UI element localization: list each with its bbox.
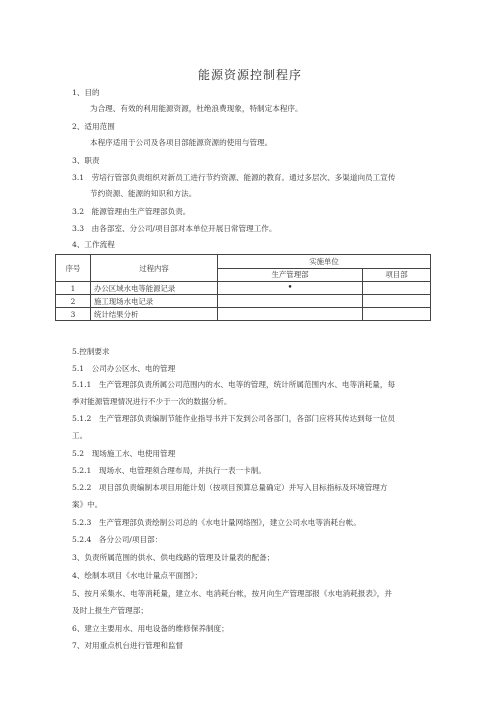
- item-3: 3、负责所属范围的供水、供电线路的管理及计量表的配备；: [72, 553, 275, 562]
- clause-5-2-4: 5.2.4 各分公司/项目部：: [72, 535, 163, 544]
- section-1-text: 为合理、有效的利用能源资源，杜绝浪费现象，特制定本程序。: [90, 104, 303, 113]
- item-6: 6、建立主要用水、用电设备的维修保养制度；: [72, 624, 229, 633]
- item-5-line2: 及时上报生产管理部；: [72, 606, 148, 615]
- row-dept-production: •: [218, 282, 363, 295]
- clause-5-1-2-line1: 5.1.2 生产管理部负责编制节能作业指导书并下发到公司各部门，各部门应将其传达到每一位员: [72, 414, 396, 423]
- row-dept-project: [363, 282, 431, 295]
- clause-5-1-1-line2: 季对能源管理情况进行不少于一次的数据分析。: [72, 397, 232, 406]
- row-content: 统计结果分析: [91, 308, 218, 321]
- document-title: 能源资源控制程序: [197, 68, 302, 82]
- clause-3-1-line1: 3.1 劳培行管部负责组织对新员工进行节约资源、能源的教育。通过多层次、多渠道向员工宣传: [72, 173, 396, 182]
- clause-3-1-line2: 节约资源、能源的知识和方法。: [90, 189, 197, 198]
- clause-5-2-3: 5.2.3 生产管理部负责绘制公司总的《水电计量网络图》，建立公司水电等消耗台帐。: [72, 518, 361, 527]
- clause-5-1-2-line2: 工。: [72, 431, 88, 440]
- section-1-heading: 1、目的: [72, 88, 100, 97]
- table-header-row: [56, 255, 431, 269]
- header-dept-production: 生产管理部: [218, 268, 363, 282]
- header-content: 过程内容: [91, 255, 218, 282]
- table-row: [56, 282, 431, 295]
- header-dept-project: 项目部: [363, 268, 431, 282]
- row-dept-project: [363, 308, 431, 321]
- workflow-table: [55, 254, 431, 321]
- item-7: 7、对用重点机台进行管理和监督: [72, 641, 184, 650]
- row-no: 1: [56, 282, 91, 295]
- header-no: 序号: [56, 255, 91, 282]
- row-dept-production: [218, 295, 363, 308]
- table-row: [56, 295, 431, 308]
- clause-3-2: 3.2 能源管理由生产管理部负责。: [72, 207, 191, 216]
- section-5-heading: 5.控制要求: [72, 347, 110, 356]
- row-dept-production: [218, 308, 363, 321]
- row-no: 2: [56, 295, 91, 308]
- header-unit: 实施单位: [218, 255, 431, 269]
- row-content: 办公区域水电等能源记录: [91, 282, 218, 295]
- clause-5-1-1-line1: 5.1.1 生产管理部负责所属公司范围内的水、电等的管理，统计所属范围内水、电等消耗量，每: [72, 380, 396, 389]
- clause-5-2-1: 5.2.1 现场水、电管理须合理布局，并执行一表一卡制。: [72, 466, 266, 475]
- section-2-heading: 2、适用范围: [72, 122, 115, 131]
- row-no: 3: [56, 308, 91, 321]
- clause-3-3: 3.3 由各部室、分公司/项目部对本单位开展日常管理工作。: [72, 224, 277, 233]
- table-row: [56, 308, 431, 321]
- section-3-heading: 3、职责: [72, 156, 100, 165]
- section-2-text: 本程序适用于公司及各项目部能源资源的使用与管理。: [90, 138, 273, 147]
- clause-5-2-2-line2: 案》中。: [72, 500, 103, 509]
- section-4-heading: 4、工作流程: [72, 240, 115, 249]
- row-content: 施工现场水电记录: [91, 295, 218, 308]
- clause-5-2: 5.2 现场施工水、电使用管理: [72, 449, 176, 458]
- item-4: 4、绘制本项目《水电计量点平面图》；: [72, 571, 203, 580]
- row-dept-project: [363, 295, 431, 308]
- clause-5-1: 5.1 公司办公区水、电的管理: [72, 364, 176, 373]
- clause-5-2-2-line1: 5.2.2 项目部负责编制本项目用能计划（按项目预算总量确定）并写入目标指标及环境管理方: [72, 483, 388, 492]
- item-5-line1: 5、按月采集水、电等消耗量，建立水、电消耗台帐，按月向生产管理部报《水电消耗报表》，并: [72, 589, 392, 598]
